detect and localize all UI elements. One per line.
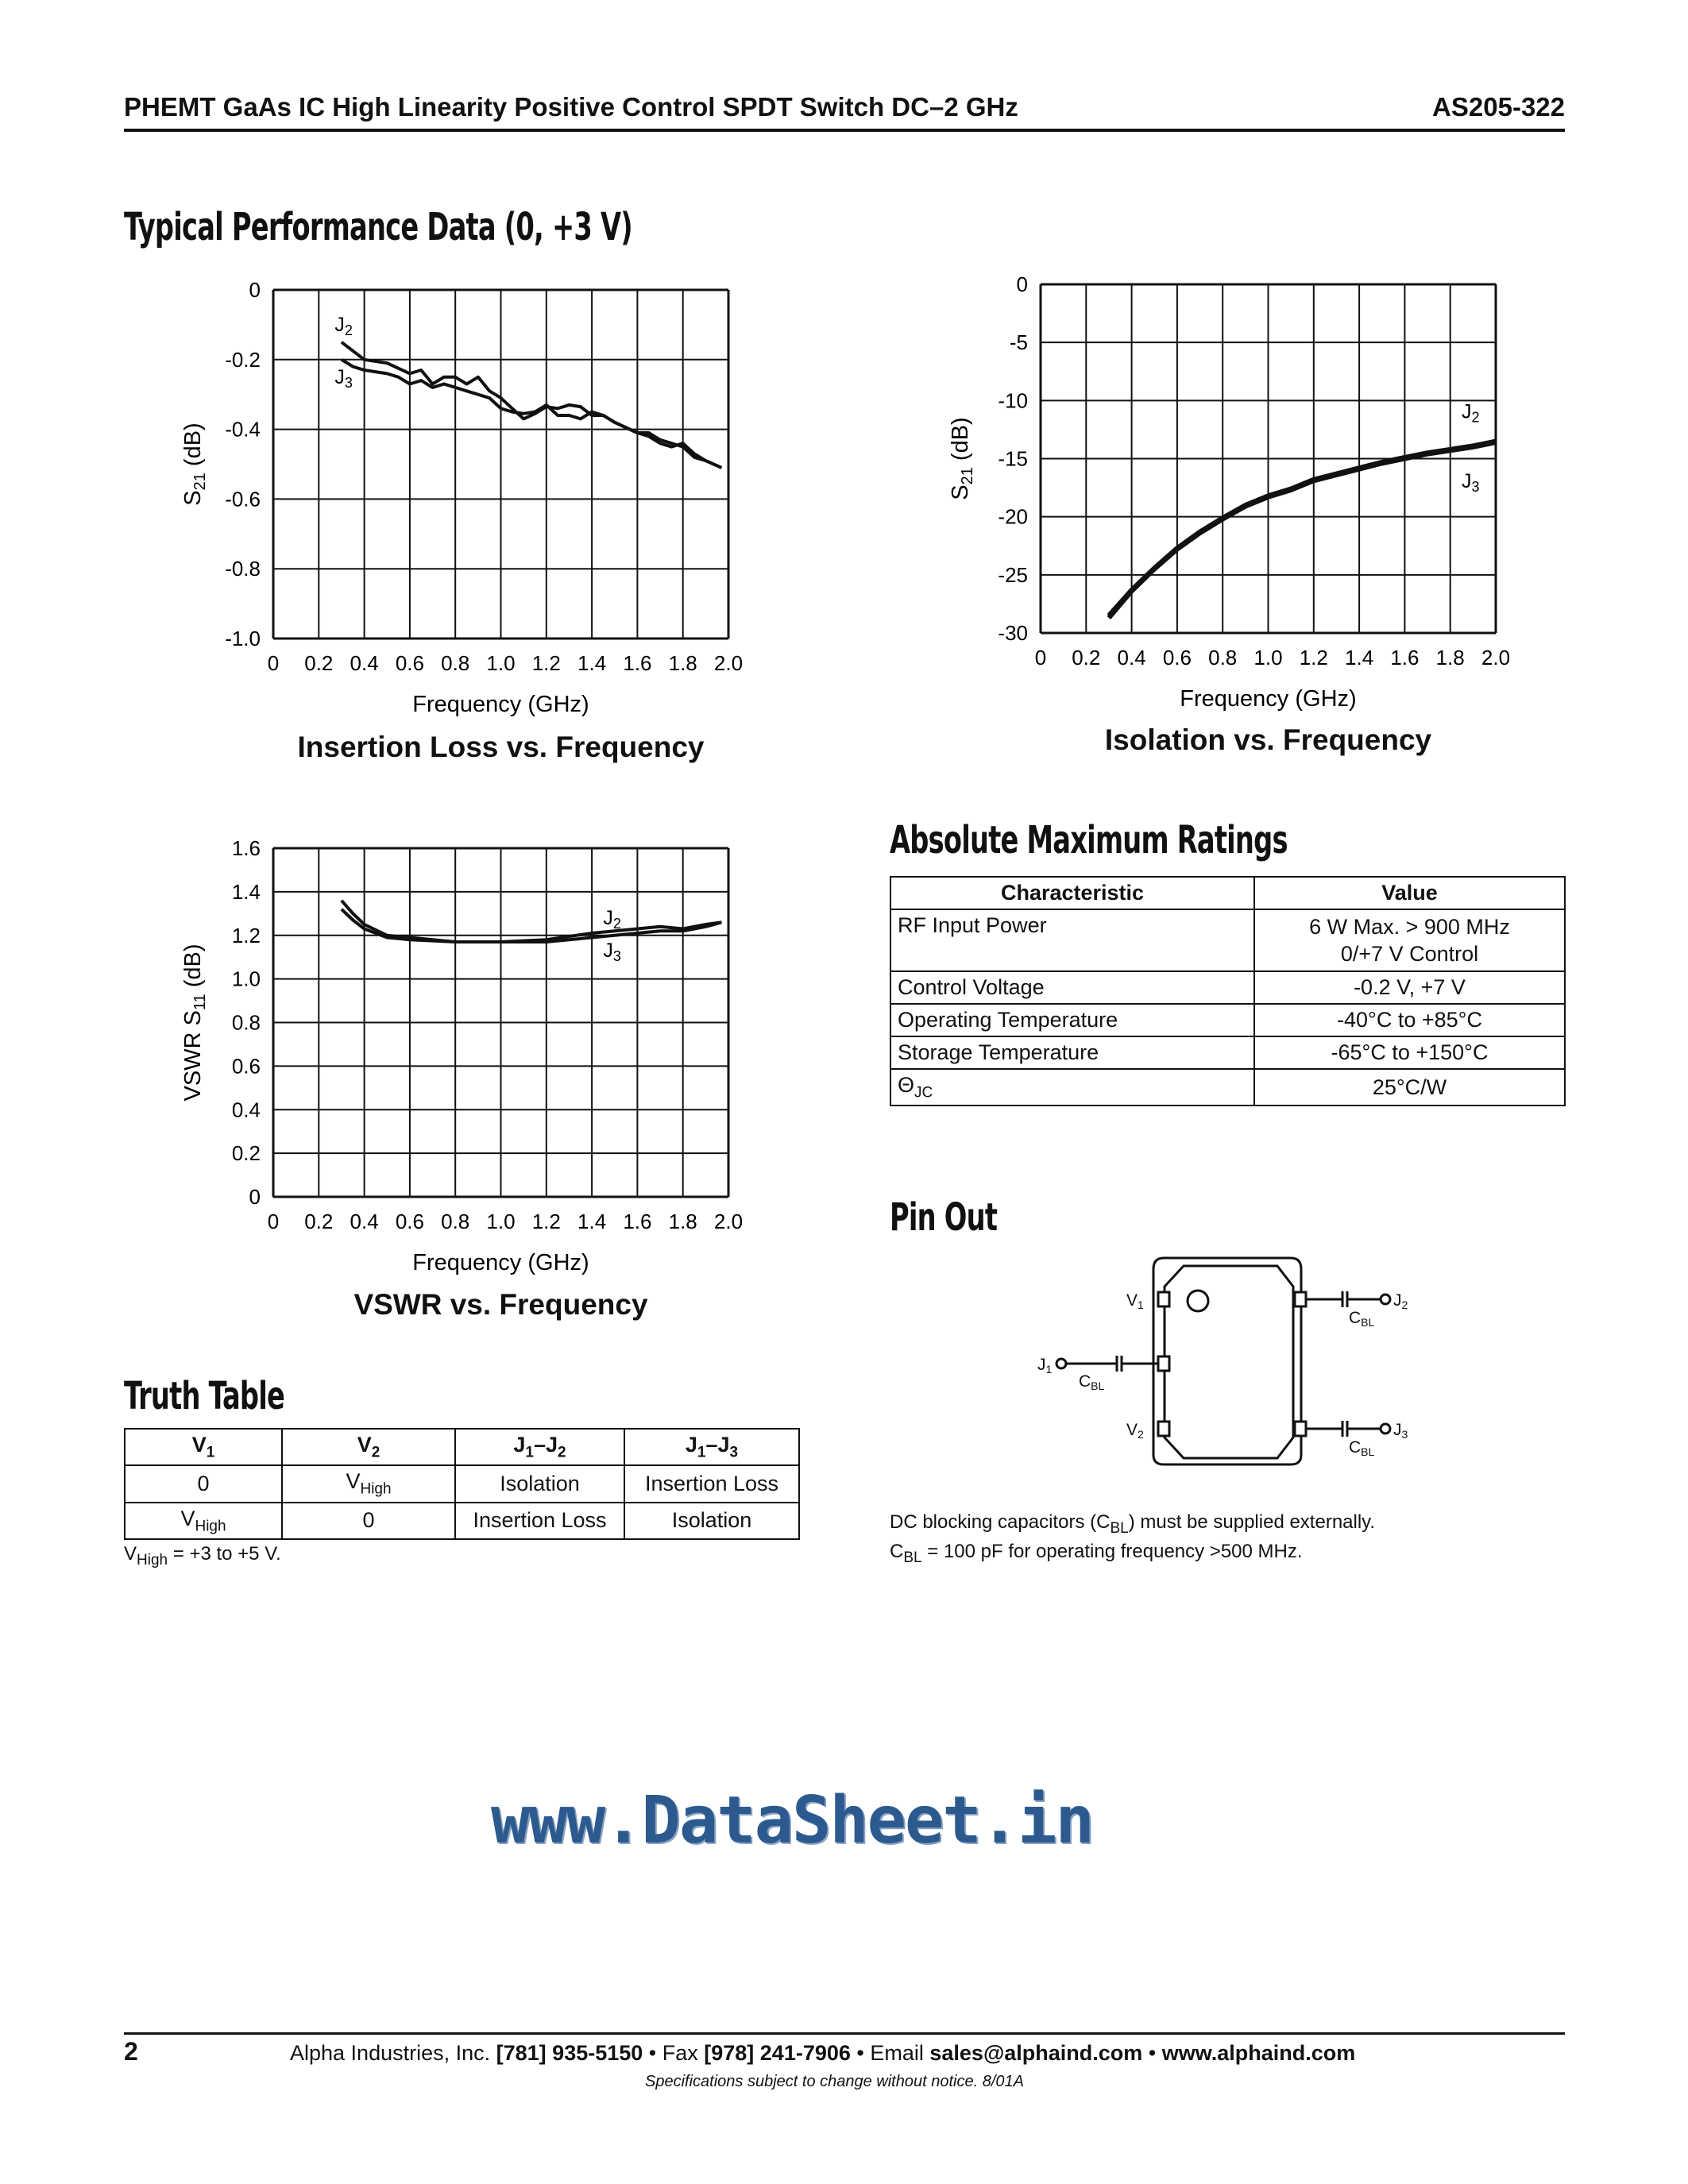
label-v2-sub: 2 xyxy=(1138,1428,1144,1441)
x-tick-label: 0.6 xyxy=(395,1210,424,1233)
pinout-diagram xyxy=(1025,1255,1438,1469)
cell: 6 W Max. > 900 MHz xyxy=(1309,915,1510,939)
series-label-j2 xyxy=(334,314,353,338)
footer-rule xyxy=(124,2032,1565,2035)
col-v2: $V_2$ xyxy=(282,1429,455,1465)
series-label-main: J xyxy=(603,940,613,963)
y-axis-label-part: (dB) xyxy=(948,417,973,468)
note-sub: BL xyxy=(903,1549,922,1566)
vhigh-note: $V_{High} = +3$ to +5 V. xyxy=(124,1543,281,1569)
x-tick-label: 0.2 xyxy=(304,1210,334,1233)
svg-text:J2 xyxy=(1393,1291,1408,1311)
table-row xyxy=(890,971,1565,1004)
cell: 0 xyxy=(125,1465,282,1502)
y-axis-label-part: 21 xyxy=(191,473,209,491)
x-tick-label: 0.2 xyxy=(1072,646,1101,669)
y-tick-label: -5 xyxy=(1009,330,1028,355)
absolute-max-table xyxy=(890,876,1566,1106)
cell: Storage Temperature xyxy=(890,1036,1254,1069)
x-tick-label: 2.0 xyxy=(713,651,744,675)
section-pin-out: Pin Out xyxy=(890,1195,998,1240)
footer-contact: Alpha Industries, Inc. [781] 935-5150 • Fax [978] 241-7906 • Email sales@alphaind.com • www.alphaind.com xyxy=(290,2041,1356,2065)
label-j3-sub: 3 xyxy=(1401,1428,1408,1441)
label-cbl: C xyxy=(1349,1438,1362,1457)
x-tick-label: 1.8 xyxy=(668,651,697,675)
table-row xyxy=(890,1004,1565,1036)
label-cbl-sub: BL xyxy=(1361,1316,1375,1329)
x-axis-label: Frequency (GHz) xyxy=(412,1250,589,1275)
svg-text:CBL xyxy=(1349,1438,1375,1458)
y-tick-label: 1.4 xyxy=(231,879,261,904)
table-row xyxy=(125,1503,799,1539)
cell: Insertion Loss xyxy=(624,1465,799,1502)
label-j1-sub: 1 xyxy=(1045,1363,1053,1376)
watermark: www.DataSheet.in xyxy=(491,1783,1093,1858)
note-text: C xyxy=(890,1540,904,1562)
series-label-sub: 2 xyxy=(612,916,621,932)
series-label-main: J xyxy=(1462,400,1472,423)
sub: JC xyxy=(914,1084,933,1102)
x-tick-label: 2.0 xyxy=(713,1210,744,1233)
email-link[interactable]: sales@alphaind.com xyxy=(929,2041,1143,2065)
pinout-note xyxy=(890,1511,1375,1569)
label-v2: V xyxy=(1126,1421,1138,1439)
series-label-j2 xyxy=(1462,400,1480,425)
y-tick-label: -1.0 xyxy=(225,627,261,650)
svg-text:CBL xyxy=(1349,1309,1375,1329)
series-label-j2 xyxy=(603,907,621,932)
note-text: = 100 pF for operating frequency >500 MHz. xyxy=(921,1540,1303,1562)
y-tick-label: -0.6 xyxy=(225,487,261,511)
x-tick-label: 2.0 xyxy=(1481,646,1511,669)
table-row xyxy=(125,1465,799,1502)
col-value: Value xyxy=(1254,877,1565,909)
y-axis-label-part: S xyxy=(948,484,973,500)
vswr-chart xyxy=(159,820,794,1360)
y-tick-label: 1.0 xyxy=(231,967,261,991)
label-j1: J xyxy=(1037,1356,1046,1374)
y-axis-label-part: 11 xyxy=(191,994,209,1011)
document-title: PHEMT GaAs IC High Linearity Positive Control SPDT Switch DC–2 GHz xyxy=(124,92,1018,122)
note-text: DC blocking capacitors (C xyxy=(890,1511,1111,1533)
y-tick-label: -25 xyxy=(998,562,1028,587)
label-cbl: C xyxy=(1349,1309,1362,1327)
isolation-chart xyxy=(926,257,1562,797)
series-label-sub: 2 xyxy=(1471,409,1480,426)
series-line-j3 xyxy=(342,360,722,468)
x-tick-label: 0 xyxy=(1034,646,1047,669)
col-j1-j3: $J_1-J_3$ xyxy=(624,1429,799,1465)
series-label-j3 xyxy=(603,940,621,964)
y-tick-label: -0.4 xyxy=(225,417,261,442)
cell: -65°C to +150°C xyxy=(1254,1036,1565,1069)
label-v1: V xyxy=(1126,1291,1138,1310)
svg-text:CBL xyxy=(1079,1372,1105,1392)
insertion-loss-chart xyxy=(159,262,794,802)
y-tick-label: 0 xyxy=(1016,272,1028,296)
pin1-marker xyxy=(1188,1291,1208,1311)
package-outline xyxy=(1153,1258,1301,1464)
section-typical-performance: Typical Performance Data (0, +3 V) xyxy=(124,205,632,249)
svg-text:J1 xyxy=(1037,1356,1053,1376)
x-tick-label: 1.0 xyxy=(486,1210,516,1233)
label-cbl-sub: BL xyxy=(1091,1379,1105,1392)
cell: -0.2 V, +7 V xyxy=(1254,971,1565,1004)
x-axis-label: Frequency (GHz) xyxy=(412,692,589,717)
y-tick-label: 1.2 xyxy=(231,923,261,947)
x-tick-label: 0.2 xyxy=(304,651,334,675)
cell: 0/+7 V Control xyxy=(1340,942,1479,966)
label-cbl-sub: BL xyxy=(1361,1445,1375,1458)
x-tick-label: 1.8 xyxy=(668,1210,697,1233)
label-j3: J xyxy=(1393,1421,1402,1439)
section-truth-table: Truth Table xyxy=(124,1374,285,1418)
series-label-main: J xyxy=(1462,470,1472,493)
series-label-sub: 2 xyxy=(344,322,353,338)
table-row xyxy=(890,909,1565,971)
section-absolute-maximum-ratings: Absolute Maximum Ratings xyxy=(890,818,1288,862)
y-axis-label-part: (dB) xyxy=(180,423,206,473)
theta: Θ xyxy=(898,1073,915,1097)
cell: $V_{High}$ xyxy=(125,1503,282,1539)
label-j2-sub: 2 xyxy=(1401,1298,1408,1311)
label-j2: J xyxy=(1393,1291,1402,1310)
chart-title-isolation: Isolation vs. Frequency xyxy=(1104,723,1432,756)
series-line-j2 xyxy=(1109,442,1496,615)
y-tick-label: 0 xyxy=(249,1185,261,1209)
part-number: AS205-322 xyxy=(1432,92,1565,122)
y-tick-label: -0.2 xyxy=(225,347,261,372)
y-axis-label-part: S xyxy=(180,490,206,506)
series-label-main: J xyxy=(334,366,345,388)
svg-text:V2 xyxy=(1126,1421,1144,1441)
series-line-j3 xyxy=(1109,442,1496,618)
x-tick-label: 1.0 xyxy=(1253,646,1283,669)
x-tick-label: 1.2 xyxy=(531,651,561,675)
y-tick-label: 0.4 xyxy=(231,1098,261,1122)
die-outline xyxy=(1165,1266,1293,1458)
x-tick-label: 0.8 xyxy=(441,1210,470,1233)
x-tick-label: 0.4 xyxy=(350,1210,379,1233)
col-j1-j2: $J_1-J_2$ xyxy=(455,1429,624,1465)
series-label-sub: 3 xyxy=(1471,479,1480,496)
x-tick-label: 1.2 xyxy=(531,1210,561,1233)
x-tick-label: 1.4 xyxy=(577,1210,607,1233)
col-characteristic: Characteristic xyxy=(890,877,1254,909)
x-tick-label: 1.4 xyxy=(577,651,607,675)
x-tick-label: 1.0 xyxy=(486,651,516,675)
cell: Insertion Loss xyxy=(455,1503,624,1539)
y-axis-label xyxy=(180,943,209,1101)
x-tick-label: 0.6 xyxy=(1162,646,1192,669)
table-row xyxy=(890,1069,1565,1106)
page-number: 2 xyxy=(124,2037,138,2066)
disclaimer: Specifications subject to change without notice. 8/01A xyxy=(645,2073,1024,2090)
chart-title-vswr: VSWR vs. Frequency xyxy=(353,1288,648,1321)
series-label-main: J xyxy=(603,907,613,930)
series-line-j2 xyxy=(342,342,722,468)
y-tick-label: 0.2 xyxy=(231,1141,261,1166)
x-tick-label: 0 xyxy=(267,1210,280,1233)
cell: RF Input Power xyxy=(890,909,1254,971)
series-label-j3 xyxy=(334,366,353,391)
cell: Isolation xyxy=(624,1503,799,1539)
x-tick-label: 1.2 xyxy=(1299,646,1328,669)
cell: $V_{High}$ xyxy=(282,1465,455,1502)
cell: Control Voltage xyxy=(890,971,1254,1004)
cell: Isolation xyxy=(455,1465,624,1502)
label-v1-sub: 1 xyxy=(1138,1298,1144,1311)
x-tick-label: 0 xyxy=(267,651,280,675)
x-tick-label: 0.4 xyxy=(1117,646,1146,669)
x-tick-label: 1.8 xyxy=(1435,646,1465,669)
y-axis-label xyxy=(948,417,976,500)
x-tick-label: 1.6 xyxy=(1390,646,1420,669)
cell xyxy=(890,1069,1254,1106)
y-tick-label: 1.6 xyxy=(231,836,261,860)
cell: 25°C/W xyxy=(1254,1069,1565,1106)
series-label-sub: 3 xyxy=(612,948,621,965)
chart-title-insertion-loss: Insertion Loss vs. Frequency xyxy=(297,731,705,763)
y-tick-label: -10 xyxy=(998,388,1028,413)
y-tick-label: -20 xyxy=(998,504,1028,529)
y-axis-label-part: 21 xyxy=(959,467,976,485)
note-sub: BL xyxy=(1110,1519,1129,1537)
table-row xyxy=(890,1036,1565,1069)
cell: 0 xyxy=(282,1503,455,1539)
note-text: ) must be supplied externally. xyxy=(1128,1511,1376,1533)
x-tick-label: 0.8 xyxy=(441,651,470,675)
website-link[interactable]: www.alphaind.com xyxy=(1161,2041,1356,2065)
svg-text:V1 xyxy=(1126,1291,1144,1311)
label-cbl: C xyxy=(1079,1372,1091,1391)
y-axis-label-part: VSWR S xyxy=(180,1010,206,1102)
series-label-j3 xyxy=(1462,470,1480,495)
x-tick-label: 1.6 xyxy=(623,651,652,675)
truth-table xyxy=(124,1428,800,1540)
y-axis-label xyxy=(180,423,209,505)
y-tick-label: -0.8 xyxy=(225,557,261,581)
y-tick-label: 0.6 xyxy=(231,1054,261,1078)
x-tick-label: 0.4 xyxy=(350,651,379,675)
x-tick-label: 1.4 xyxy=(1345,646,1374,669)
series-label-sub: 3 xyxy=(344,375,353,391)
header-rule xyxy=(124,129,1565,132)
col-v1: $V_1$ xyxy=(125,1429,282,1465)
y-tick-label: -15 xyxy=(998,446,1028,471)
y-tick-label: 0.8 xyxy=(231,1010,261,1035)
series-label-main: J xyxy=(334,314,345,336)
y-tick-label: 0 xyxy=(249,278,261,302)
x-axis-label: Frequency (GHz) xyxy=(1180,686,1357,712)
svg-text:J3 xyxy=(1393,1421,1408,1441)
cell: Operating Temperature xyxy=(890,1004,1254,1036)
x-tick-label: 0.8 xyxy=(1208,646,1238,669)
y-tick-label: -30 xyxy=(998,621,1028,645)
x-tick-label: 1.6 xyxy=(623,1210,652,1233)
y-axis-label-part: (dB) xyxy=(180,943,206,994)
cell: -40°C to +85°C xyxy=(1254,1004,1565,1036)
x-tick-label: 0.6 xyxy=(395,651,424,675)
